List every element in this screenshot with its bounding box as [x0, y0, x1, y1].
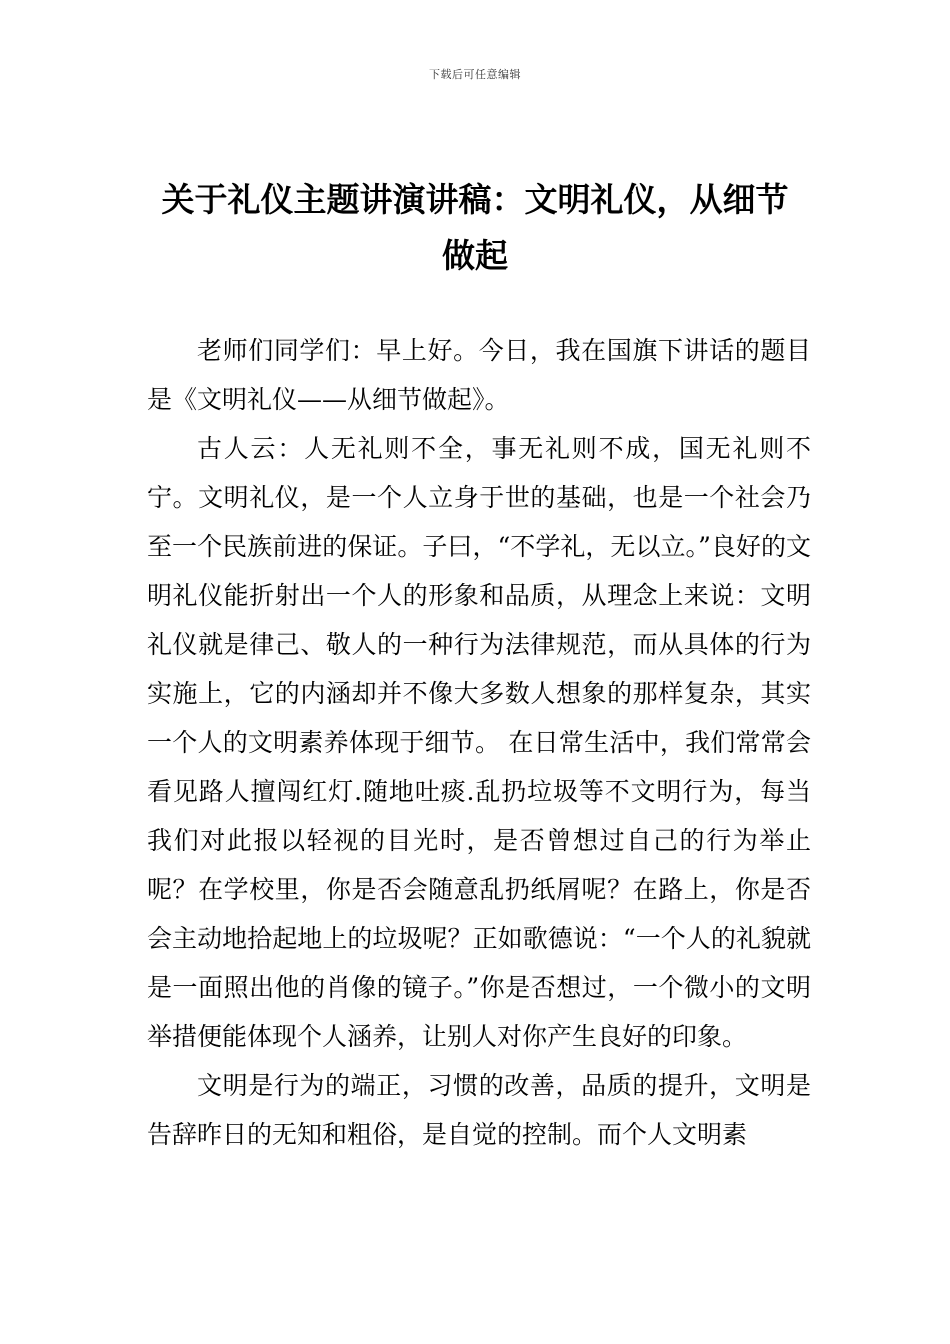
paragraph-civilization-definition: 文明是行为的端正，习惯的改善，品质的提升，文明是告辞昨日的无知和粗俗，是自觉的控制。而个人文明素: [147, 1071, 811, 1149]
document-title: 关于礼仪主题讲演讲稿：文明礼仪，从细节做起: [161, 180, 789, 275]
paragraph-etiquette-importance: 古人云：人无礼则不全，事无礼则不成，国无礼则不宁。文明礼仪，是一个人立身于世的基础，也是一个社会乃至一个民族前进的保证。子曰，“不学礼，无以立。”良好的文明礼仪能折射出一个人的形象和品质，从理念上来说：文明礼仪就是律己、敬人的一种行为法律规范，而从具体的行为实施上，它的内涵却并不像大多数人想象的那样复杂，其实一个人的文明素养体现于细节。 在日常生活中，我们常常会看见路人擅闯红灯.随地吐痰.乱扔垃圾等不文明行为，每当我们对此报以轻视的目光时，是否曾想过自己的行为举止呢？在学校里，你是否会随意乱扔纸屑呢？在路上，你是否会主动地拾起地上的垃圾呢？正如歌德说：“一个人的礼貌就是一面照出他的肖像的镜子。”你是否想过，一个微小的文明举措便能体现个人涵养，让别人对你产生良好的印象。: [147, 434, 811, 1051]
header-note: 下载后可任意编辑: [429, 68, 521, 81]
document-body: [147, 326, 811, 1159]
paragraph-greeting: 老师们同学们：早上好。今日，我在国旗下讲话的题目是《文明礼仪——从细节做起》。: [147, 336, 811, 414]
